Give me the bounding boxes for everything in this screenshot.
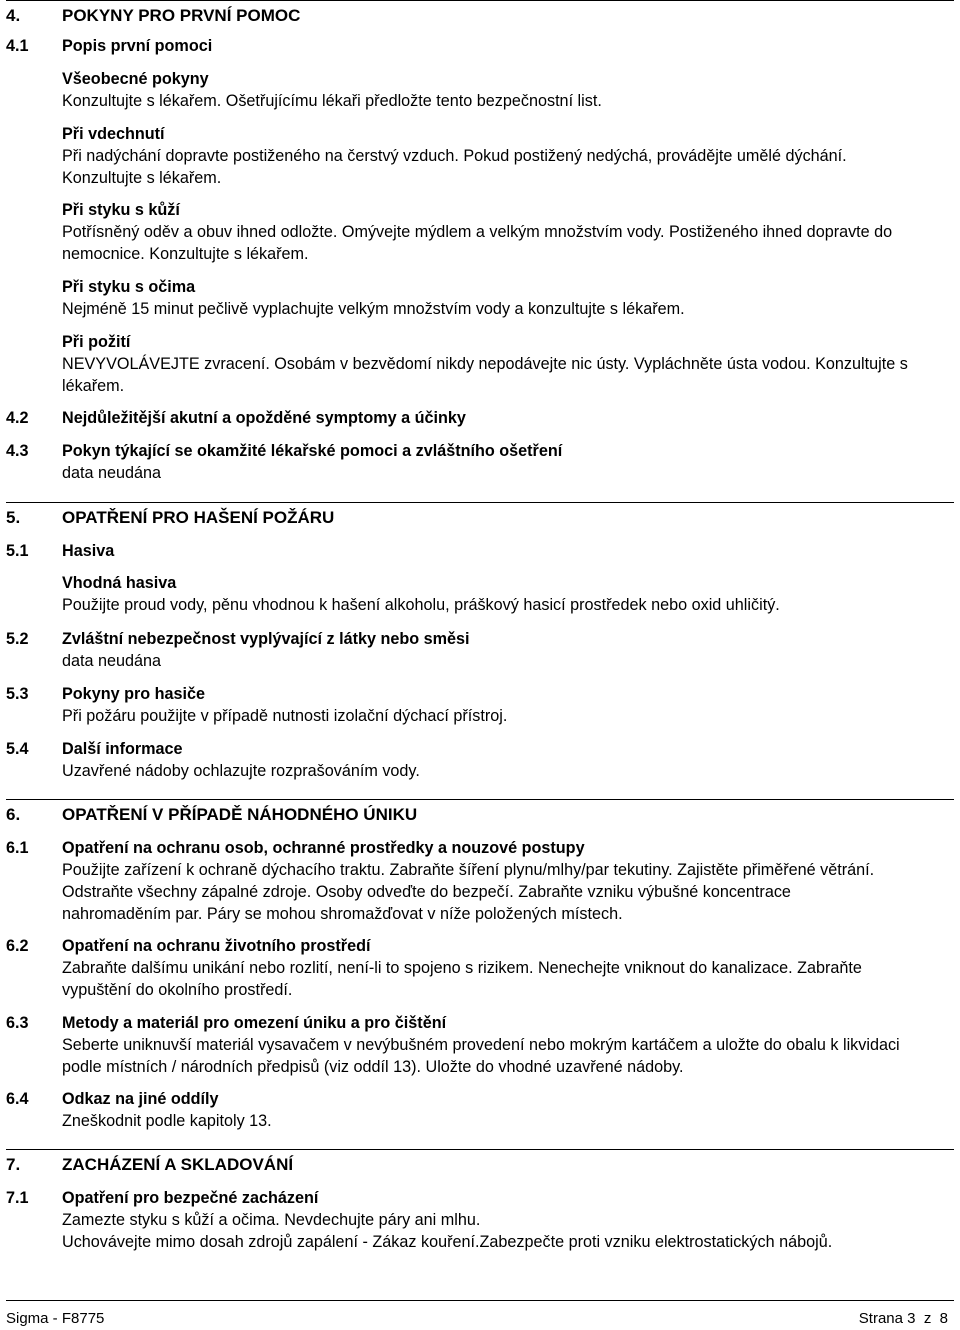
block-text: Konzultujte s lékařem. Ošetřujícímu lékaři předložte tento bezpečnostní list. [62, 92, 602, 110]
document-id: Sigma - F8775 [6, 1310, 105, 1327]
page-number: Strana 3 z 8 [858, 1310, 948, 1327]
block-text: Uchovávejte mimo dosah zdrojů zapálení - Zákaz kouření.Zabezpečte proti vzniku elektrostatických nábojů. [62, 1233, 833, 1251]
subsection-number: 5.1 [6, 542, 29, 560]
subsection-title: Pokyny pro hasiče [62, 685, 206, 703]
inhalation-advice [62, 123, 922, 189]
subsection-title: Popis první pomoci [62, 37, 213, 55]
eye-contact-advice [62, 276, 942, 320]
section-number: 6. [6, 805, 21, 824]
section-title: POKYNY PRO PRVNÍ POMOC [62, 6, 301, 25]
subsection-title: Pokyn týkající se okamžité lékařské pomoci a zvláštního ošetření [62, 442, 563, 460]
block-text: Seberte uniknuvší materiál vysavačem v nevýbušném provedení nebo mokrým kartáčem a uložte do obalu k likvidaci podle místních / národních předpisů (viz oddíl 13). Uložte do vhodné uzavřené nádoby. [62, 1036, 900, 1076]
subsection-title: Opatření na ochranu životního prostředí [62, 937, 371, 955]
block-text: Zabraňte dalšímu unikání nebo rozlití, není-li to spojeno s rizikem. Nenechejte vniknout do kanalizace. Zabraňte vypuštění do okolního prostředí. [62, 959, 862, 999]
block-text: NEVYVOLÁVEJTE zvracení. Osobám v bezvědomí nikdy nepodávejte nic ústy. Vypláchněte ústa vodou. Konzultujte s lékařem. [62, 355, 908, 395]
subsection-title: Opatření na ochranu osob, ochranné prostředky a nouzové postupy [62, 839, 585, 857]
extinguishing-media [62, 572, 942, 616]
subsection-number: 5.3 [6, 685, 29, 703]
subsection-5-3-text [62, 705, 942, 727]
block-text: Při požáru použijte v případě nutnosti izolační dýchací přístroj. [62, 707, 508, 725]
subsection-number: 4.3 [6, 442, 29, 460]
block-text: Nejméně 15 minut pečlivě vyplachujte velkým množstvím vody a konzultujte s lékařem. [62, 300, 685, 318]
block-heading: Všeobecné pokyny [62, 70, 209, 88]
block-heading: Vhodná hasiva [62, 574, 177, 592]
subsection-4-3-text [62, 462, 942, 484]
section-6-heading [6, 799, 954, 824]
subsection-number: 6.3 [6, 1014, 29, 1032]
block-text: Potřísněný oděv a obuv ihned odložte. Omývejte mýdlem a velkým množstvím vody. Postiženého ihned dopravte do nemocnice. Konzultujte s lékařem. [62, 223, 893, 263]
subsection-title: Opatření pro bezpečné zacházení [62, 1189, 319, 1207]
block-heading: Při styku s očima [62, 278, 196, 296]
subsection-6-4-text [62, 1110, 942, 1132]
subsection-number: 6.1 [6, 839, 29, 857]
subsection-title: Zvláštní nebezpečnost vyplývající z látky nebo směsi [62, 630, 470, 648]
section-title: OPATŘENÍ V PŘÍPADĚ NÁHODNÉHO ÚNIKU [62, 805, 418, 824]
block-text: Zamezte styku s kůží a očima. Nevdechujte páry ani mlhu. [62, 1211, 481, 1229]
section-number: 7. [6, 1155, 21, 1174]
subsection-number: 5.2 [6, 630, 29, 648]
subsection-number: 5.4 [6, 740, 29, 758]
general-advice [62, 68, 942, 112]
block-text: Uzavřené nádoby ochlazujte rozprašováním vody. [62, 762, 420, 780]
subsection-5-4-text [62, 760, 942, 782]
block-text: Použijte proud vody, pěnu vhodnou k hašení alkoholu, práškový hasicí prostředek nebo oxid uhličitý. [62, 596, 780, 614]
block-text: Při nadýchání dopravte postiženého na čerstvý vzduch. Pokud postižený nedýchá, provádějte umělé dýchání. Konzultujte s lékařem. [62, 147, 847, 187]
section-title: OPATŘENÍ PRO HAŠENÍ POŽÁRU [62, 508, 335, 527]
section-5-heading [6, 502, 954, 527]
block-heading: Při styku s kůží [62, 201, 180, 219]
subsection-title: Metody a materiál pro omezení úniku a pro čištění [62, 1014, 447, 1032]
section-number: 5. [6, 508, 21, 527]
block-text: data neudána [62, 652, 162, 670]
subsection-title: Odkaz na jiné oddíly [62, 1090, 219, 1108]
subsection-title: Nejdůležitější akutní a opožděné symptomy a účinky [62, 409, 466, 427]
section-4-heading [6, 0, 954, 25]
section-7-heading [6, 1149, 954, 1174]
block-text: data neudána [62, 464, 162, 482]
block-text: Použijte zařízení k ochraně dýchacího traktu. Zabraňte šíření plynu/mlhy/par tekutiny. Zajistěte přiměřené větrání. Odstraňte všechny zápalné zdroje. Osoby odveďte do bezpečí. Zabraňte vzniku výbušné koncentrace nahromaděním par. Páry se mohou shromažďovat v níže položených místech. [62, 861, 875, 923]
subsection-6-3-text [62, 1034, 902, 1078]
block-text: Zneškodnit podle kapitoly 13. [62, 1112, 272, 1130]
section-number: 4. [6, 6, 21, 25]
subsection-6-1-text [62, 859, 902, 925]
subsection-number: 6.2 [6, 937, 29, 955]
subsection-6-2-text [62, 957, 922, 1001]
subsection-7-1-text [62, 1209, 902, 1253]
subsection-number: 4.1 [6, 37, 29, 55]
subsection-number: 4.2 [6, 409, 29, 427]
block-heading: Při požití [62, 333, 131, 351]
skin-contact-advice [62, 199, 937, 265]
ingestion-advice [62, 331, 942, 397]
section-title: ZACHÁZENÍ A SKLADOVÁNÍ [62, 1155, 294, 1174]
subsection-title: Hasiva [62, 542, 115, 560]
page-footer [6, 1300, 954, 1327]
subsection-title: Další informace [62, 740, 183, 758]
subsection-5-2-text [62, 650, 942, 672]
subsection-number: 6.4 [6, 1090, 29, 1108]
block-heading: Při vdechnutí [62, 125, 165, 143]
subsection-number: 7.1 [6, 1189, 29, 1207]
